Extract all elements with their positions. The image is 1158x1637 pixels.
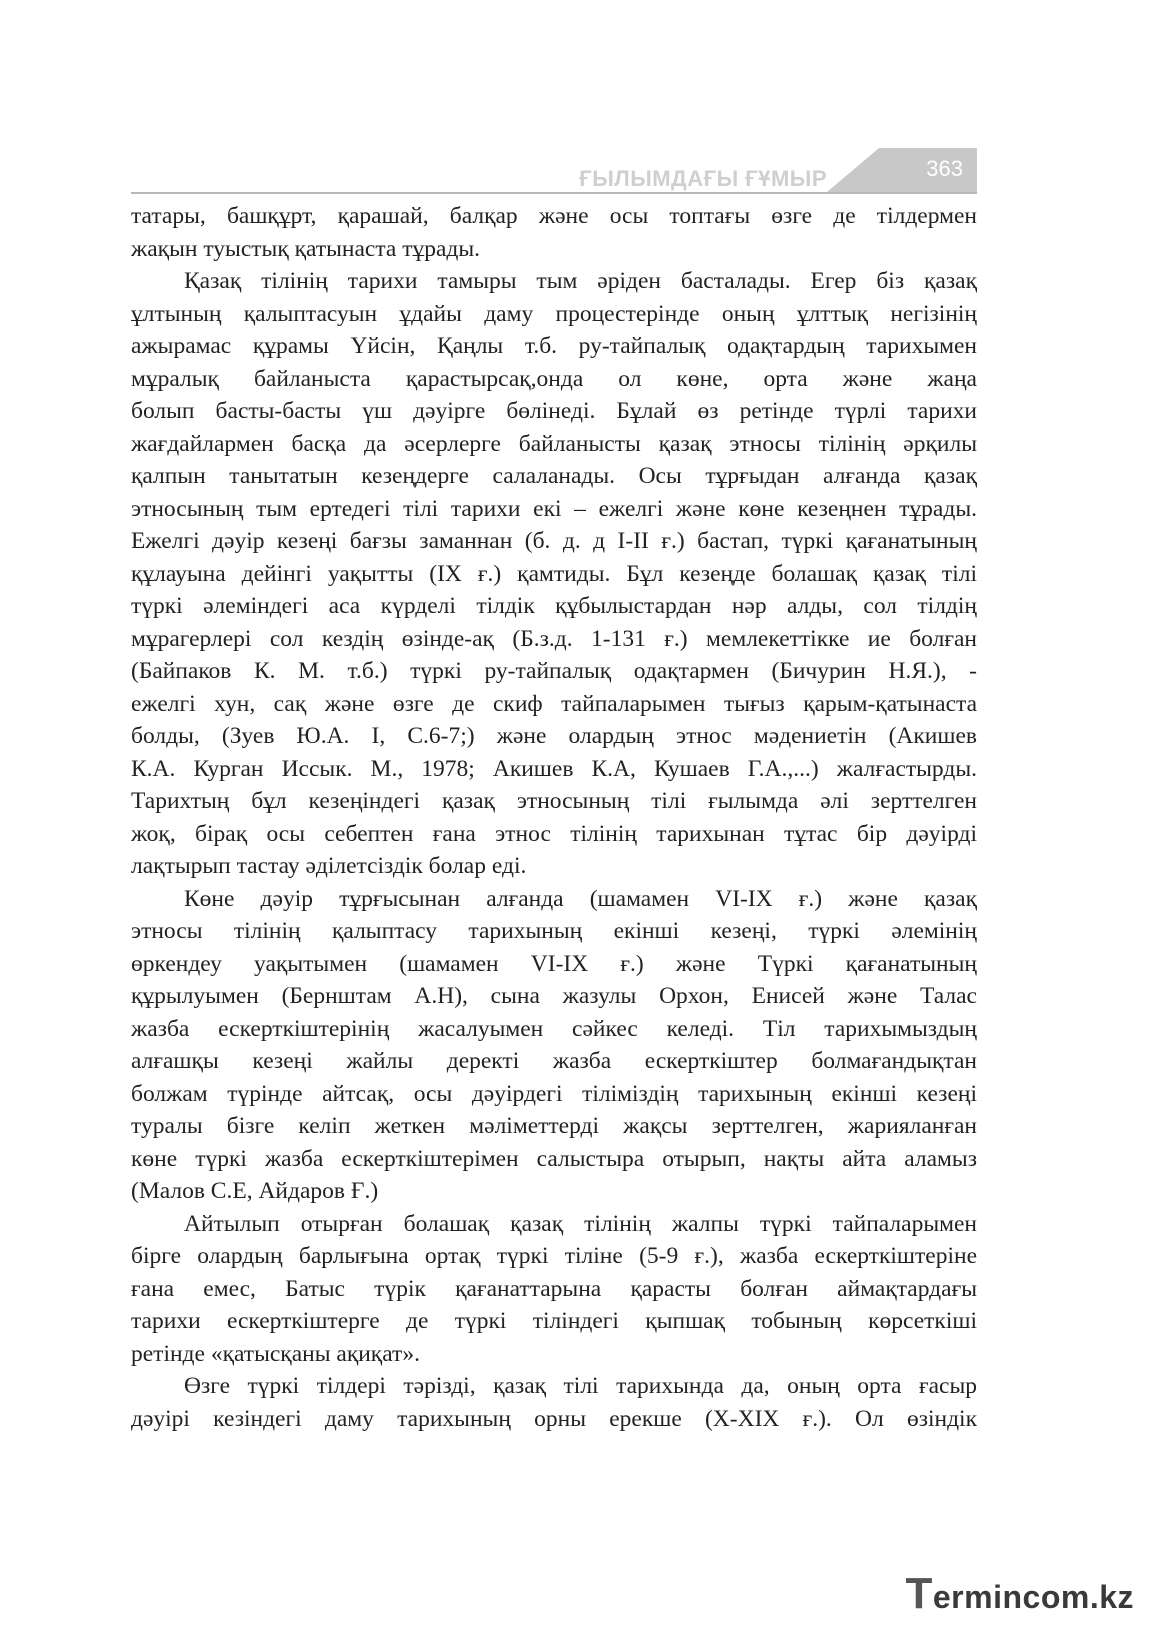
text-line: бірге олардың барлығына ортақ түркі тіліне (5-9 ғ.), жазба ескерткіштеріне xyxy=(131,1243,977,1269)
text-line: мұрагерлері сол кездің өзінде-ақ (Б.з.д. 1-131 ғ.) мемлекеттікке ие болған xyxy=(131,625,977,652)
running-head-title: ҒЫЛЫМДАҒЫ ҒҰМЫР xyxy=(579,166,827,191)
text-line: қалпын танытатын кезеңдерге салаланады. Осы тұрғыдан алғанда қазақ xyxy=(131,463,977,489)
text-line: болжам түрінде айтсақ, осы дәуірдегі тіліміздің тарихының екінші кезеңі xyxy=(131,1080,977,1107)
text-line: ежелгі хун, сақ және өзге де скиф тайпаларымен тығыз қарым-қатынаста xyxy=(131,690,977,717)
text-line: болды, (Зуев Ю.А. І, С.6-7;) және олардың этнос мәдениетін (Акишев xyxy=(131,723,977,749)
text-line: ретінде «қатысқаны ақиқат». xyxy=(131,1340,420,1367)
text-line: Қазақ тілінің тарихи тамыры тым әріден басталады. Егер біз қазақ xyxy=(184,268,977,294)
text-line: ғана емес, Батыс түрік қағанаттарына қарасты болған аймақтардағы xyxy=(131,1275,977,1302)
page-number: 363 xyxy=(926,156,963,181)
text-line: (Малов С.Е, Айдаров Ғ.) xyxy=(131,1178,379,1204)
text-line: ұлтының қалыптасуын ұдайы даму процестерінде оның ұлттық негізінің xyxy=(131,300,977,327)
text-line: этносы тілінің қалыптасу тарихының екінші кезеңі, түркі әлемінің xyxy=(131,918,977,944)
site-watermark xyxy=(905,1569,1134,1619)
text-line: түркі әлеміндегі аса күрделі тілдік құбылыстардан нәр алды, сол тілдің xyxy=(131,593,977,619)
page-header xyxy=(131,148,977,194)
text-line: Айтылып отырған болашақ қазақ тілінің жалпы түркі тайпаларымен xyxy=(184,1210,977,1237)
text-line: жақын туыстық қатынаста тұрады. xyxy=(131,235,481,262)
text-line: Өзге түркі тілдері тәрізді, қазақ тілі тарихында да, оның орта ғасыр xyxy=(184,1373,977,1399)
text-line: жоқ, бірақ осы себептен ғана этнос тілінің тарихынан тұтас бір дәуірді xyxy=(131,820,977,847)
text-line: К.А. Курган Иссык. М., 1978; Акишев К.А, Кушаев Г.А.,...) жалғастырды. xyxy=(131,755,977,782)
text-line: дәуірі кезіндегі даму тарихының орны ерекше (X-XIX ғ.). Ол өзіндік xyxy=(131,1405,977,1432)
text-line: құлауына дейінгі уақытты (ІХ ғ.) қамтиды. Бұл кезеңде болашақ қазақ тілі xyxy=(131,560,977,587)
body-text xyxy=(131,200,977,1435)
text-line: Көне дәуір тұрғысынан алғанда (шамамен VI-IX ғ.) және қазақ xyxy=(184,885,977,912)
text-line: мұралық байланыста қарастырсақ,онда ол көне, орта және жаңа xyxy=(131,365,977,392)
watermark-logo-letter: T xyxy=(905,1569,933,1618)
header-rule xyxy=(131,192,977,194)
text-line: этносының тым ертедегі тілі тарихи екі – ежелгі және көне кезеңнен тұрады. xyxy=(131,495,977,522)
text-line: Ежелгі дәуір кезеңі бағзы заманнан (б. д. д І-ІІ ғ.) бастап, түркі қағанатының xyxy=(131,528,977,554)
text-line: алғашқы кезеңі жайлы деректі жазба ескерткіштер болмағандықтан xyxy=(131,1048,977,1074)
text-line: Тарихтың бұл кезеңіндегі қазақ этносының тілі ғылымда әлі зерттелген xyxy=(131,788,977,814)
text-line: болып басты-басты үш дәуірге бөлінеді. Бұлай өз ретінде түрлі тарихи xyxy=(131,398,977,424)
text-line: (Байпаков К. М. т.б.) түркі ру-тайпалық одақтармен (Бичурин Н.Я.), - xyxy=(131,658,977,684)
text-line: жағдайлармен басқа да әсерлерге байланысты қазақ этносы тілінің әрқилы xyxy=(131,430,977,457)
text-line: құрылуымен (Бернштам А.Н), сына жазулы Орхон, Енисей және Талас xyxy=(131,983,977,1009)
text-line: өркендеу уақытымен (шамамен VI-IX ғ.) және Түркі қағанатының xyxy=(131,950,977,977)
text-line: лақтырып тастау әділетсіздік болар еді. xyxy=(131,853,527,879)
watermark-text: ermincom.kz xyxy=(932,1579,1134,1615)
text-line: туралы бізге келіп жеткен мәліметтерді жақсы зерттелген, жарияланған xyxy=(131,1113,977,1139)
text-line: татары, башқұрт, қарашай, балқар және осы топтағы өзге де тілдермен xyxy=(131,203,977,229)
text-line: жазба ескерткіштерінің жасалуымен сәйкес келеді. Тіл тарихымыздың xyxy=(131,1015,977,1042)
text-line: ажырамас құрамы Үйсін, Қаңлы т.б. ру-тайпалық одақтардың тарихымен xyxy=(131,333,977,359)
text-line: тарихи ескерткіштерге де түркі тіліндегі қыпшақ тобының көрсеткіші xyxy=(131,1308,977,1334)
text-line: көне түркі жазба ескерткіштерімен салыстыра отырып, нақты айта аламыз xyxy=(131,1145,977,1172)
